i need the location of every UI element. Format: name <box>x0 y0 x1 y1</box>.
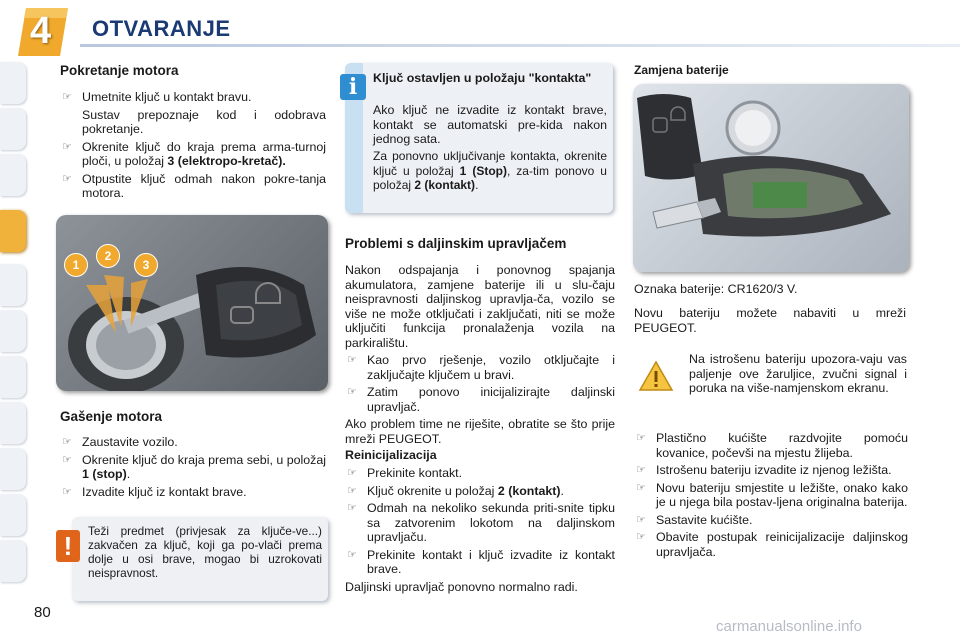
battery-steps <box>634 431 908 562</box>
side-tab[interactable] <box>0 264 26 306</box>
battery-illustration <box>633 84 909 272</box>
battery-purchase: Novu bateriju možete nabaviti u mreži PEUGEOT. <box>634 306 906 335</box>
hand-pointer-icon: ☞ <box>636 464 646 476</box>
side-tab[interactable] <box>0 448 26 490</box>
hand-pointer-icon: ☞ <box>347 484 357 497</box>
battery-warning-lamp-icon <box>638 360 674 392</box>
hand-pointer-icon: ☞ <box>347 354 357 366</box>
battery-alert-text: Na istrošenu bateriju upozora-vaju vas paljenje ove žaruljice, zvučni signal i poruka na više-namjenskom ekranu. <box>689 352 907 395</box>
problems-paragraph: Ako problem time ne riješite, obratite se što prije mreži PEUGEOT. <box>345 417 615 446</box>
list-item: ☞ Kao prvo rješenje, vozilo otključajte i zaključajte ključem u bravi. <box>347 353 615 382</box>
list-item: ☞ Plastično kućište razdvojite pomoću kovanice, počevši na mjestu žlijeba. <box>636 431 908 460</box>
list-item: ☞ Prekinite kontakt. <box>347 466 463 480</box>
reinit-paragraph: Daljinski upravljač ponovno normalno radi. <box>345 579 578 594</box>
section-title-problems: Problemi s daljinskim upravljačem <box>345 236 567 251</box>
list-item: ☞ Umetnite ključ u kontakt bravu. <box>62 90 252 104</box>
stop-steps <box>60 435 326 502</box>
warning-text: Teži predmet (privjesak za ključe-ve...) zakvačen za ključ, koji ga po-vlači prema dolje u osi brave, mogao bi uzrokovati neispravnost. <box>88 524 322 580</box>
watermark: carmanualsonline.info <box>716 618 862 635</box>
list-item: ☞ Otpustite ključ odmah nakon pokre-tanja motora. <box>62 171 326 200</box>
hand-pointer-icon: ☞ <box>636 513 646 526</box>
list-item: ☞ Prekinite kontakt i ključ izvadite iz kontakt brave. <box>347 547 615 576</box>
side-tab[interactable] <box>0 310 26 352</box>
hand-pointer-icon: ☞ <box>62 91 72 103</box>
hand-pointer-icon: ☞ <box>347 502 357 514</box>
list-item: ☞ Okrenite ključ do kraja prema sebi, u položaj 1 (stop). <box>62 452 326 481</box>
hand-pointer-icon: ☞ <box>62 140 72 153</box>
header-rule <box>80 44 960 47</box>
hand-pointer-icon: ☞ <box>347 548 357 561</box>
hand-pointer-icon: ☞ <box>62 172 72 185</box>
list-item: ☞ Odmah na nekoliko sekunda priti-snite tipku sa zatvorenim lokotom na daljinskom upravljaču. <box>347 501 615 544</box>
info-paragraph: Za ponovno uključivanje kontakta, okrenite ključ u položaj 1 (Stop), za-tim ponovo u položaj 2 (kontakt). <box>373 149 607 192</box>
side-tab[interactable] <box>0 540 26 582</box>
chapter-title: OTVARANJE <box>92 16 231 41</box>
section-title-battery: Zamjena baterije <box>634 63 729 77</box>
list-item: Sustav prepoznaje kod i odobrava pokretanje. <box>82 107 326 136</box>
chapter-badge <box>18 8 68 56</box>
info-icon: i <box>340 74 366 100</box>
list-item: ☞ Novu bateriju smjestite u ležište, onako kako je u njega bila postav-ljena originalna baterija. <box>636 480 908 509</box>
side-tab-active[interactable] <box>0 210 26 252</box>
side-tab[interactable] <box>0 154 26 196</box>
info-box <box>345 63 613 213</box>
list-item: ☞ Izvadite ključ iz kontakt brave. <box>62 484 247 499</box>
hand-pointer-icon: ☞ <box>636 481 646 494</box>
section-title-stop: Gašenje motora <box>60 409 163 424</box>
page-number: 80 <box>34 604 51 621</box>
key-position-2-badge: 2 <box>96 244 120 268</box>
side-tab[interactable] <box>0 494 26 536</box>
hand-pointer-icon: ☞ <box>636 531 646 543</box>
warning-icon: ! <box>56 530 80 562</box>
reinit-steps <box>345 466 615 594</box>
side-tab[interactable] <box>0 356 26 398</box>
ignition-key-illustration <box>56 215 328 391</box>
list-item: ☞ Istrošenu bateriju izvadite iz njenog ležišta. <box>636 463 892 477</box>
side-tab[interactable] <box>0 108 26 150</box>
hand-pointer-icon: ☞ <box>636 432 646 444</box>
problems-section <box>345 263 615 446</box>
chapter-number: 4 <box>30 10 52 52</box>
hand-pointer-icon: ☞ <box>62 436 72 448</box>
list-item: ☞ Okrenite ključ do kraja prema arma-turnoj ploči, u položaj 3 (elektropo-kretač). <box>62 139 326 168</box>
battery-type: Oznaka baterije: CR1620/3 V. <box>634 282 798 296</box>
hand-pointer-icon: ☞ <box>62 485 72 498</box>
info-paragraph: Ako ključ ne izvadite iz kontakt brave, kontakt se automatski pre-kida nakon jednog sata. <box>373 103 607 146</box>
info-title: Ključ ostavljen u položaju "kontakta" <box>373 71 592 85</box>
list-item: ☞ Ključ okrenite u položaj 2 (kontakt). <box>347 483 564 498</box>
section-title-start: Pokretanje motora <box>60 63 179 78</box>
list-item: ☞ Zatim ponovo inicijalizirajte daljinski upravljač. <box>347 385 615 414</box>
warning-box <box>72 517 328 601</box>
side-tab[interactable] <box>0 62 26 104</box>
hand-pointer-icon: ☞ <box>62 453 72 466</box>
start-steps <box>60 90 326 204</box>
side-tab[interactable] <box>0 402 26 444</box>
list-item: ☞ Sastavite kućište. <box>636 512 753 527</box>
problems-paragraph: Nakon odspajanja i ponovnog spajanja akumulatora, zamjene baterije ili u slu-čaju neispravnosti daljinskog upravlja-ča, vozilo se više ne može otključati i zaključati, niti se može uključiti funkcija pronalaženja vozila na parkiralištu. <box>345 263 615 350</box>
hand-pointer-icon: ☞ <box>347 386 357 398</box>
list-item: ☞ Obavite postupak reinicijalizacije daljinskog upravljača. <box>636 530 908 559</box>
key-position-3-badge: 3 <box>134 253 158 277</box>
key-position-1-badge: 1 <box>64 253 88 277</box>
hand-pointer-icon: ☞ <box>347 467 357 479</box>
section-title-reinit: Reinicijalizacija <box>345 448 437 462</box>
list-item: ☞ Zaustavite vozilo. <box>62 435 178 449</box>
